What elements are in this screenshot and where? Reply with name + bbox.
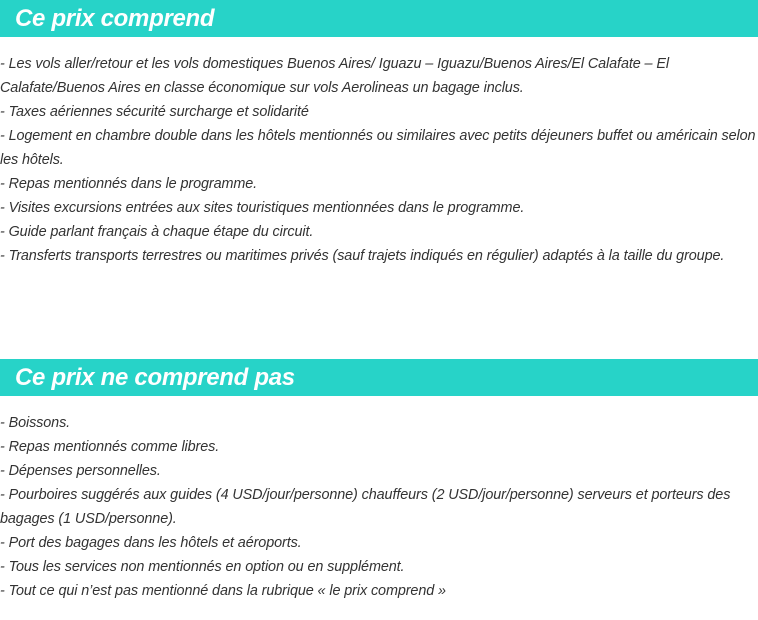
included-item: - Repas mentionnés dans le programme. [0,176,258,192]
included-item: - Les vols aller/retour et les vols domestiques Buenos Aires/ Iguazu – Iguazu/Buenos Aires/El Calafate – El Calafate/Buenos Aires en classe économique sur vols Aerolineas un bagage inclus. [0,56,669,96]
included-item: - Visites excursions entrées aux sites touristiques mentionnées dans le programme. [0,200,525,216]
excluded-item: - Boissons. [0,415,71,431]
excluded-items-list [0,411,756,603]
included-item: - Guide parlant français à chaque étape du circuit. [0,224,314,240]
included-item: - Logement en chambre double dans les hôtels mentionnés ou similaires avec petits déjeuners buffet ou américain selon les hôtels. [0,128,756,168]
included-section-header [0,0,758,37]
excluded-item: - Repas mentionnés comme libres. [0,439,220,455]
excluded-item: - Tous les services non mentionnés en option ou en supplément. [0,559,405,575]
included-item: - Taxes aériennes sécurité surcharge et solidarité [0,104,309,120]
excluded-section-header [0,359,758,396]
excluded-item: - Port des bagages dans les hôtels et aéroports. [0,535,302,551]
excluded-item: - Tout ce qui n’est pas mentionné dans la rubrique « le prix comprend » [0,583,446,599]
excluded-section-title: Ce prix ne comprend pas [15,363,295,391]
included-items-list [0,52,756,268]
included-section-title: Ce prix comprend [15,4,215,32]
included-item: - Transferts transports terrestres ou maritimes privés (sauf trajets indiqués en régulier) adaptés à la taille du groupe. [0,248,725,264]
excluded-item: - Pourboires suggérés aux guides (4 USD/jour/personne) chauffeurs (2 USD/jour/personne) serveurs et porteurs des bagages (1 USD/personne). [0,487,731,527]
excluded-item: - Dépenses personnelles. [0,463,161,479]
